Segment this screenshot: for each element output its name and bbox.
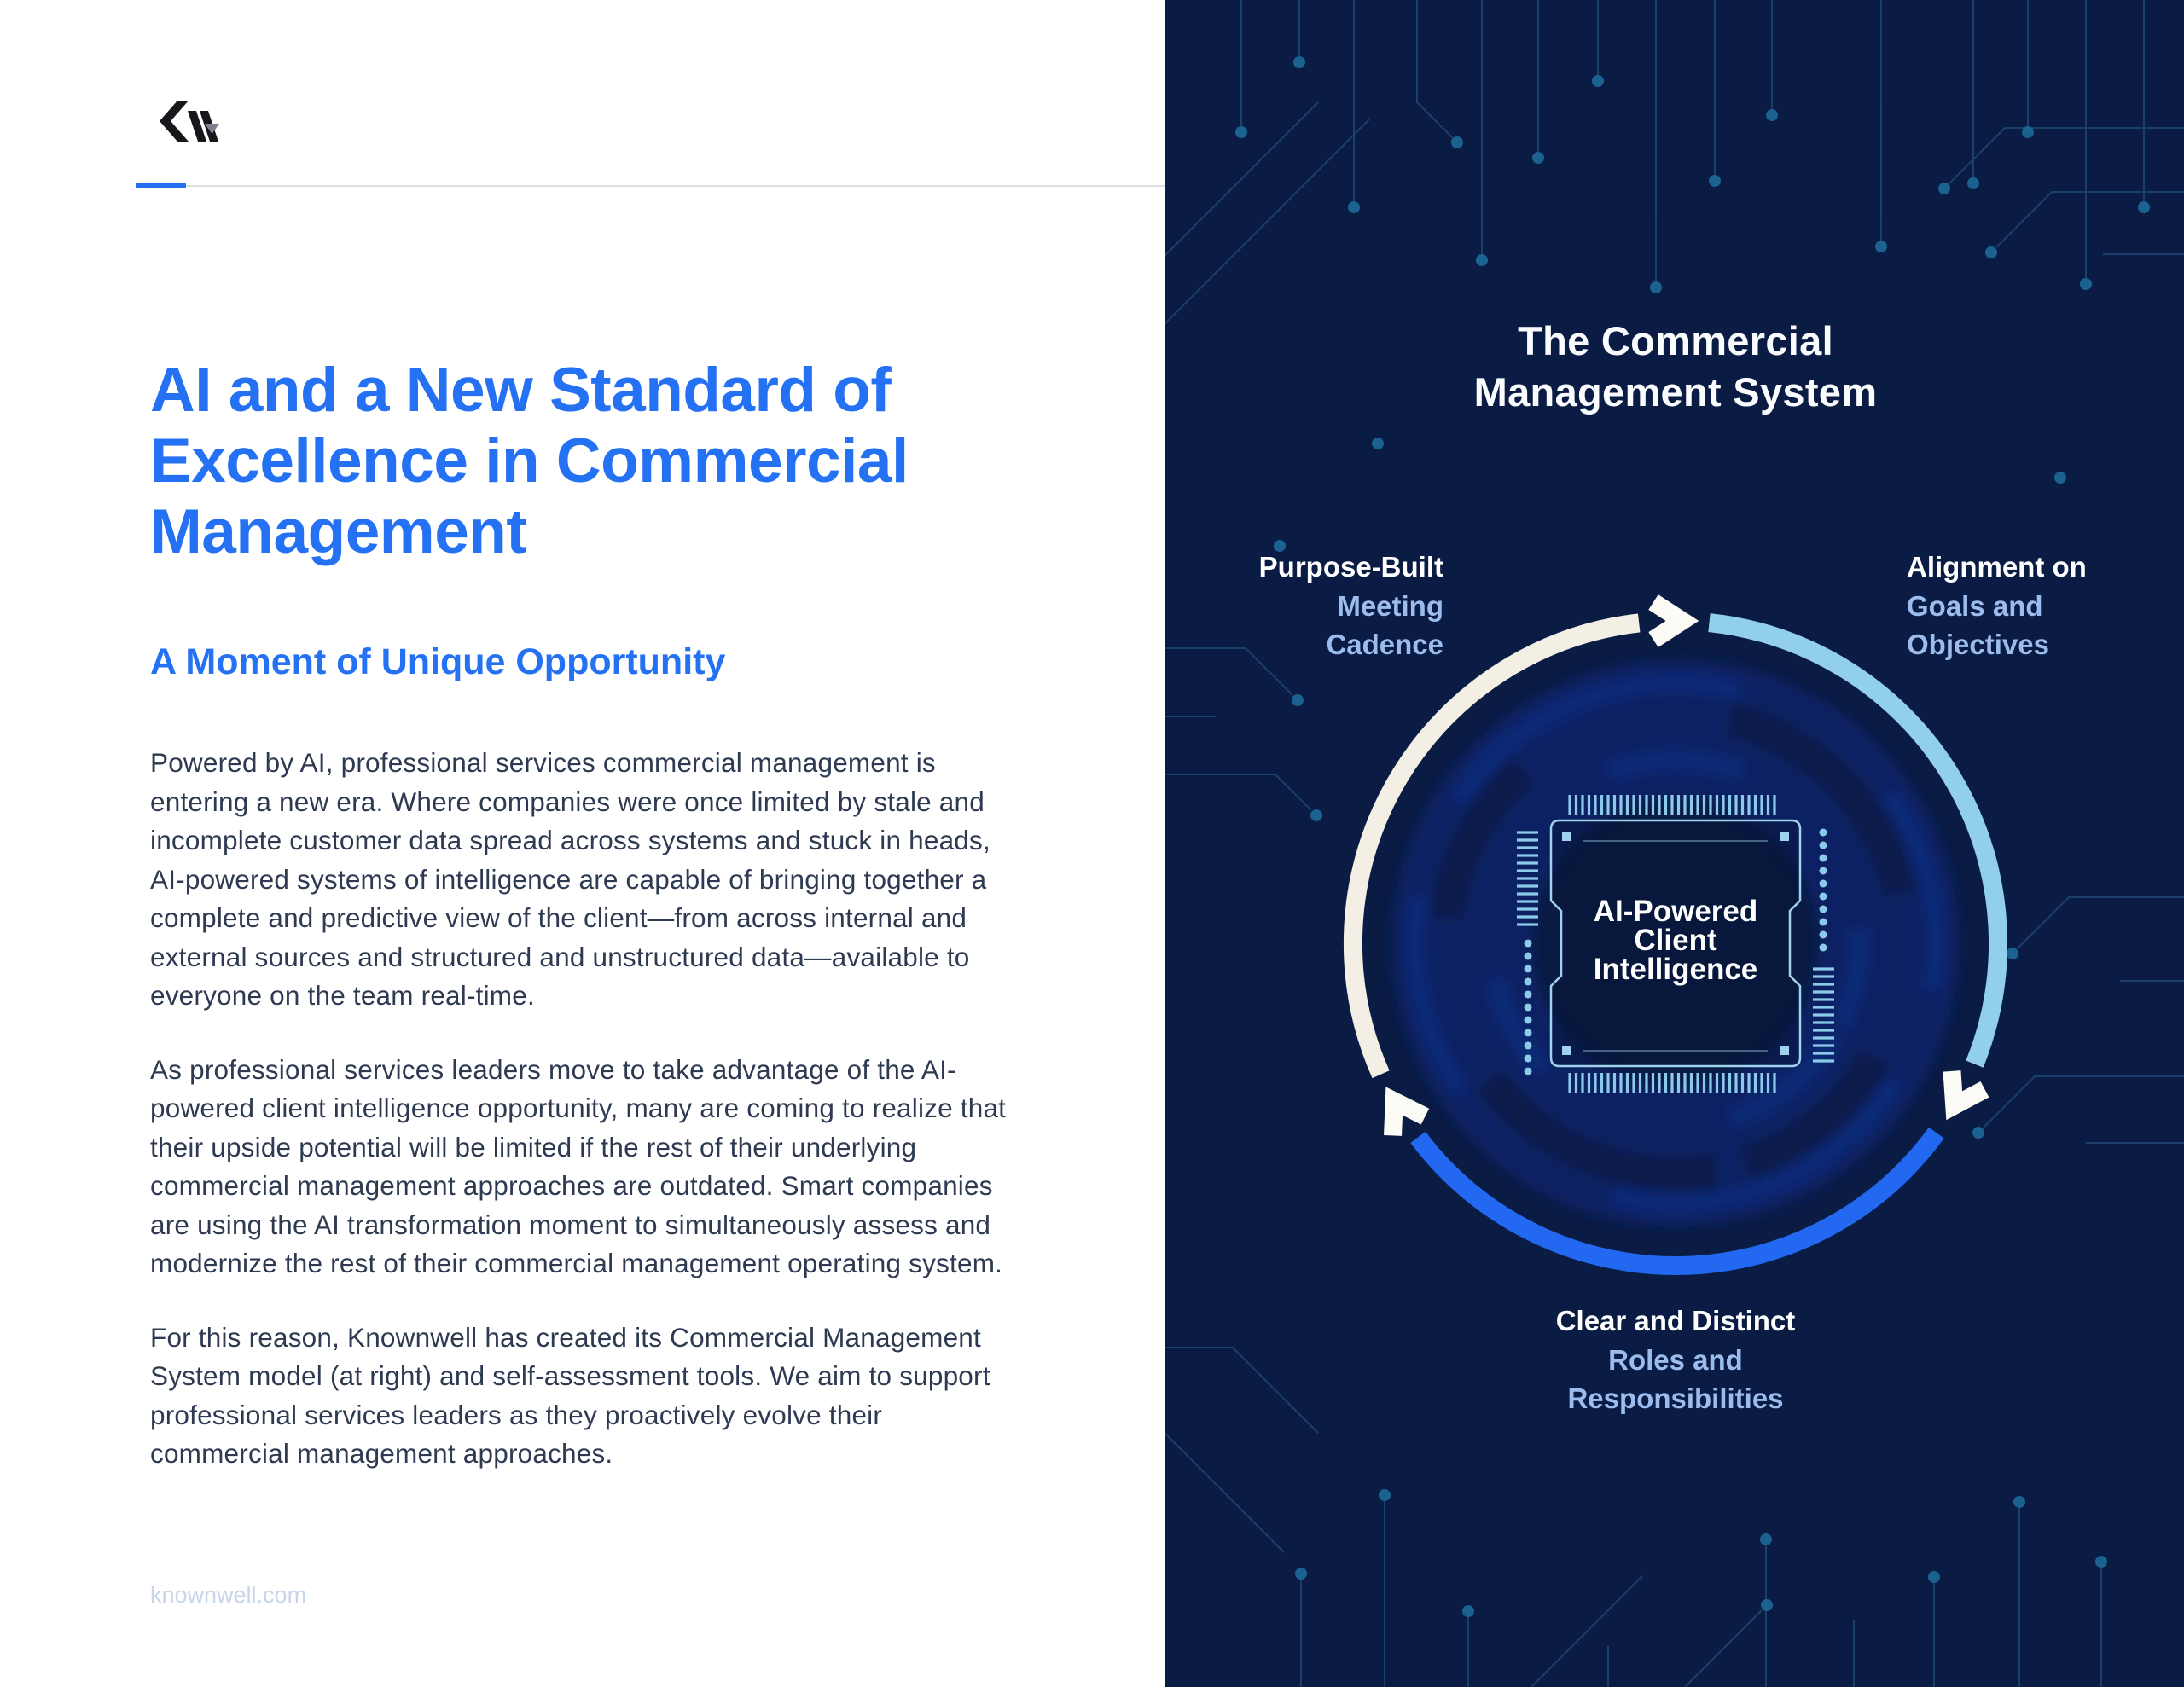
page-title-line: Management: [150, 497, 527, 566]
divider-accent: [136, 183, 186, 188]
arrow-icon: [1653, 602, 1682, 640]
arrow-icon: [1937, 1071, 1984, 1115]
diagram-panel: [1165, 0, 2184, 1687]
segment-label-bold: Purpose-Built: [1258, 551, 1443, 583]
segment-label-roles: [1454, 1301, 1897, 1418]
segment-label-bold: Clear and Distinct: [1555, 1305, 1796, 1336]
chip-label-line: AI-Powered: [1593, 895, 1758, 928]
divider-line: [186, 185, 1165, 187]
article-paragraph: As professional services leaders move to take advantage of the AI-powered client intelligence opportunity, many are coming to realize that their upside potential will be limited if the rest of their underlying commercial management approaches are outdated. Smart companies are using the AI transformation moment to simultaneously assess and modernize the rest of their commercial management operating system.: [150, 1053, 1007, 1278]
segment-label-line: Meeting: [1337, 589, 1443, 622]
footer-website-link[interactable]: knownwell.com: [150, 1582, 307, 1608]
page-title: [150, 355, 1106, 567]
segment-label-line: Objectives: [1907, 629, 2049, 660]
segment-label-line: Cadence: [1326, 629, 1443, 660]
chip-label-line: Client: [1634, 924, 1717, 957]
ai-chip-icon: [1517, 795, 1834, 1093]
page-title-line: Excellence in Commercial: [150, 426, 909, 496]
section-subheading: A Moment of Unique Opportunity: [150, 641, 726, 682]
segment-label-alignment: [1907, 548, 2180, 664]
chip-label-line: Intelligence: [1593, 953, 1758, 986]
knownwell-logo-icon: [152, 99, 220, 143]
diagram-title-line: Management System: [1473, 369, 1878, 415]
article-body: [150, 744, 1019, 1509]
arrow-icon: [1378, 1092, 1425, 1136]
header-divider: [136, 183, 1165, 188]
segment-label-line: Responsibilities: [1567, 1383, 1784, 1414]
segment-label-line: Goals and: [1907, 589, 2043, 622]
segment-label-line: Roles and: [1608, 1343, 1743, 1376]
diagram-title: [1165, 316, 2184, 418]
segment-label-bold: Alignment on: [1907, 551, 2087, 583]
diagram-title-line: The Commercial: [1518, 318, 1833, 363]
article-paragraph: Powered by AI, professional services commercial management is entering a new era. Where companies were once limited by stale and incomplete customer data spread across systems and stuck in heads, AI-powered systems of intelligence are capable of bringing together a complete and predictive view of the client—from across internal and external sources and structured and unstructured data—available to everyone on the team real-time.: [150, 747, 990, 1011]
article-paragraph: For this reason, Knownwell has created its Commercial Management System model (at right) and self-assessment tools. We aim to support professional services leaders as they proactively evolve their commercial management approaches.: [150, 1321, 990, 1469]
cycle-diagram: [1309, 577, 2042, 1310]
segment-label-purpose-built: [1165, 548, 1443, 664]
page-title-line: AI and a New Standard of: [150, 356, 892, 425]
